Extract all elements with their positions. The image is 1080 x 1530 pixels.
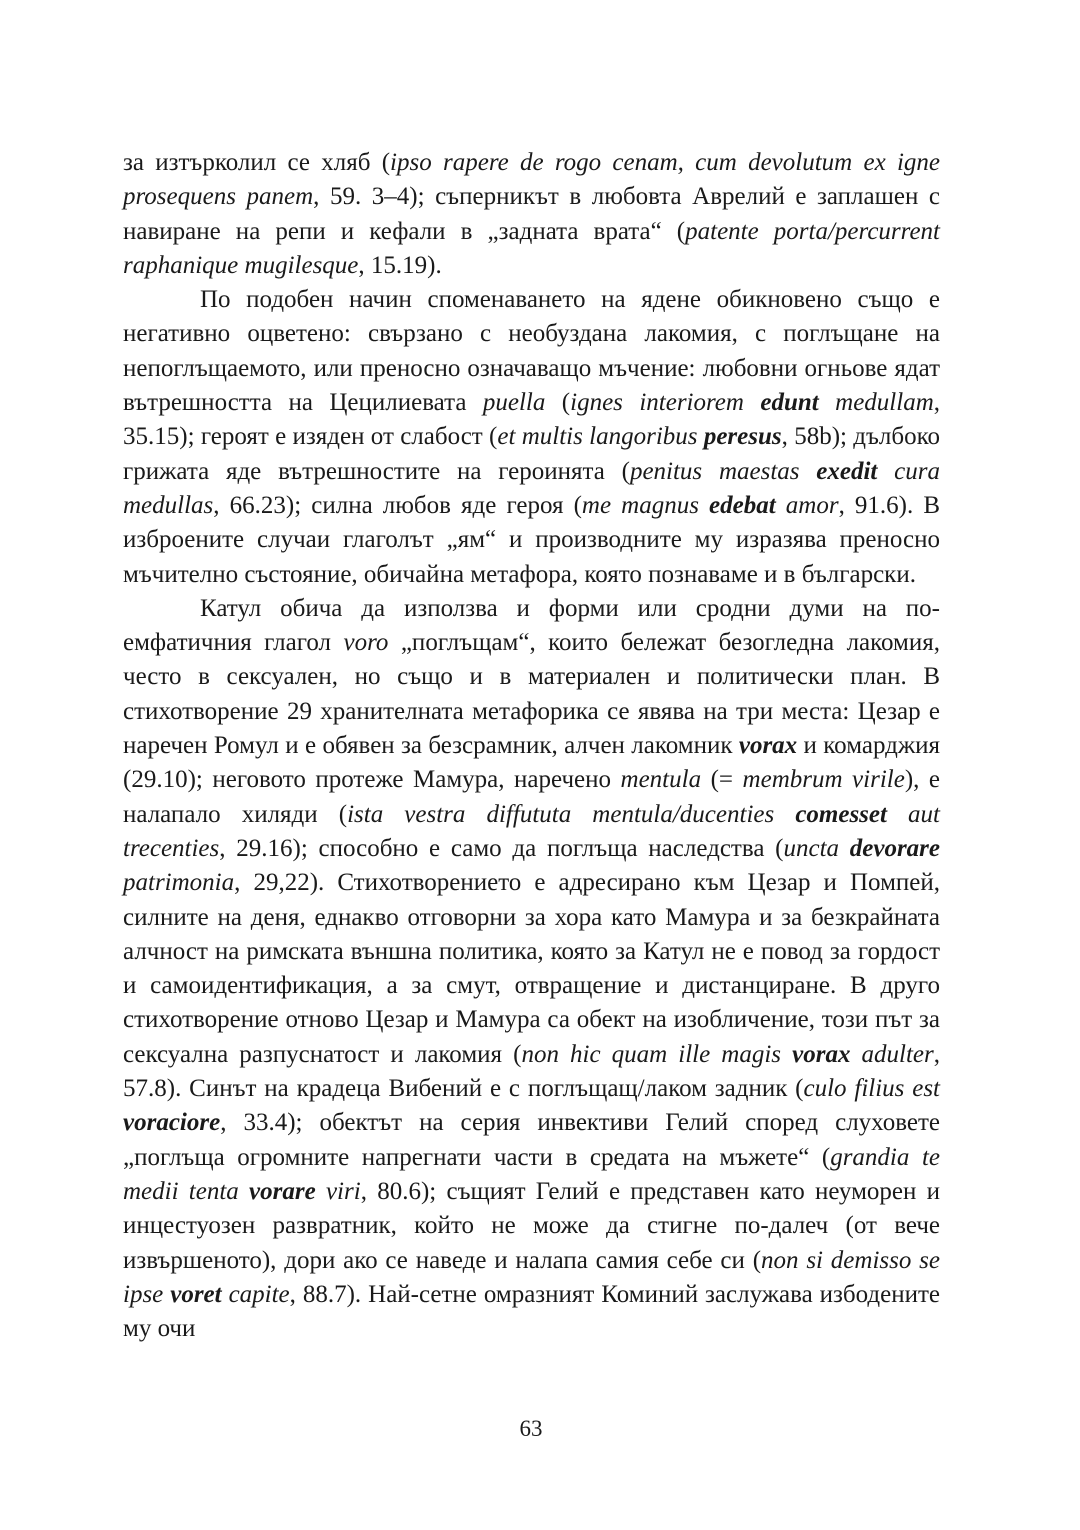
latin-keyword: exedit [816,457,878,485]
text-run: По подобен начин споменаването на ядене обикновено също е негативно оцветено: свързано с необуздана лакомия, с поглъщане на непоглъщаемото, или преносно означаващо мъчение: любовни огньове ядат вътрешността на Цецилиевата [123,286,940,417]
latin-quote: adulter [850,1040,934,1068]
latin-quote: grandia te medii tenta [123,1143,941,1205]
latin-quote: et multis langoribus [497,423,704,451]
latin-keyword: comesset [795,800,887,828]
text-run: Катул обича да използва и форми или сродни думи на по-емфатичния глагол [123,594,940,657]
latin-keyword: voret [170,1280,222,1308]
text-run: , 80.6); същият Гелий е представен като неуморен и инцестуозен развратник, който не може да стигне по-далеч (от вече извършеното), дори ако се наведе и налапа самия себе си ( [123,1177,940,1274]
latin-quote: aut trecenties [123,800,940,862]
latin-quote: voro [343,629,389,657]
page-number: 63 [519,1416,543,1441]
latin-quote: viri [315,1177,361,1205]
text-run: , 57.8). Синът на крадеца Вибений е с поглъщащ/​лаком задник ( [123,1040,941,1103]
latin-quote: medullam [818,389,934,417]
latin-keyword: vorax [738,732,798,760]
text-run: , 88.7). Най-сетне омразният Коминий заслужава избодените му очи [123,1280,940,1343]
text-run: , 66.23); силна любов яде героя ( [213,491,582,519]
text-run: , 33.4); обектът на серия инвективи Гелий според слуховете „поглъща огромните напрегнати части в средата на мъжете“ ( [123,1109,940,1171]
text-run: , 29,22). Стихотворението е адресирано към Цезар и Помпей, силните на деня, еднакво отговорни за хора като Мамура и за безкрайната алчност на римската външна политика, която за Катул не е повод за гордост и самоидентификация, а за смут, отвращение и дистанциране. В друго стихотворение отново Цезар и Мамура са обект на изобличение, този път за сексуална разпуснатост и лакомия ( [123,869,940,1068]
text-run: , 29.16); способно е само да поглъща наследства ( [219,834,784,862]
text-run: ( [545,389,571,417]
latin-keyword: voraciore [123,1109,221,1137]
latin-quote: uncta [783,834,850,862]
latin-keyword: vorare [249,1177,316,1205]
latin-quote: puella [482,389,546,417]
latin-quote: capite [221,1280,290,1308]
latin-quote: amor [775,491,839,519]
paragraph [123,283,940,592]
latin-quote: penitus maestas [629,457,817,485]
text-run: , 35.15); героят е изяден от слабост ( [123,389,941,451]
latin-quote: non si demisso se ipse [123,1246,940,1308]
text-run: , 15.19). [358,251,442,279]
text-run: и комарджия (29.10); неговото протеже Мамура, наречено [123,732,940,794]
latin-quote: culo filius est [803,1075,941,1103]
latin-quote: patente porta/percurrent raphanique mugilesque [123,217,940,279]
latin-quote: non hic quam ille magis [521,1040,793,1068]
paragraph [123,592,940,1347]
latin-quote: me magnus [581,491,710,519]
latin-quote: membrum virile [742,766,905,794]
latin-quote: ista vestra diffututa mentula/ducenties [347,800,796,828]
latin-keyword: devorare [849,834,941,862]
latin-quote: mentula [620,766,702,794]
text-run: ), е налапало хиляди ( [123,766,940,828]
latin-quote: patrimonia [123,869,235,897]
latin-quote: cura medullas [123,457,940,519]
text-run: , 59. 3–4); съперникът в любовта Аврелий е заплашен с навиране на репи и кефали в „задната врата“ ( [123,183,940,245]
text-run: , 91.6). В изброените случаи глаголът „ям“ и производните му изразява преносно мъчително състояние, обичайна метафора, която познаваме и в български. [123,491,940,588]
latin-quote: ignes interiorem [570,389,761,417]
latin-keyword: peresus [703,423,782,451]
text-run: , 58b); дълбоко грижата яде вътрешностите на героинята ( [123,423,940,485]
latin-keyword: edunt [760,389,819,417]
text-run: „поглъщам“, които бележат безогледна лакомия, често в сексуален, но също и в материален и политически план. В стихотворение 29 хранителната метафорика се явява на три места: Цезар е наречен Ромул и е обявен за безсрамник, алчен лакомник [123,629,940,760]
body-text [123,146,940,1346]
latin-keyword: vorax [792,1040,851,1068]
paragraph [123,146,940,283]
text-run: (= [701,766,743,794]
latin-quote: ipso rapere de rogo cenam, cum devolutum ex igne prosequens panem [123,149,940,211]
latin-keyword: edebat [709,491,776,519]
text-run: за изтърколил се хляб ( [123,149,391,176]
